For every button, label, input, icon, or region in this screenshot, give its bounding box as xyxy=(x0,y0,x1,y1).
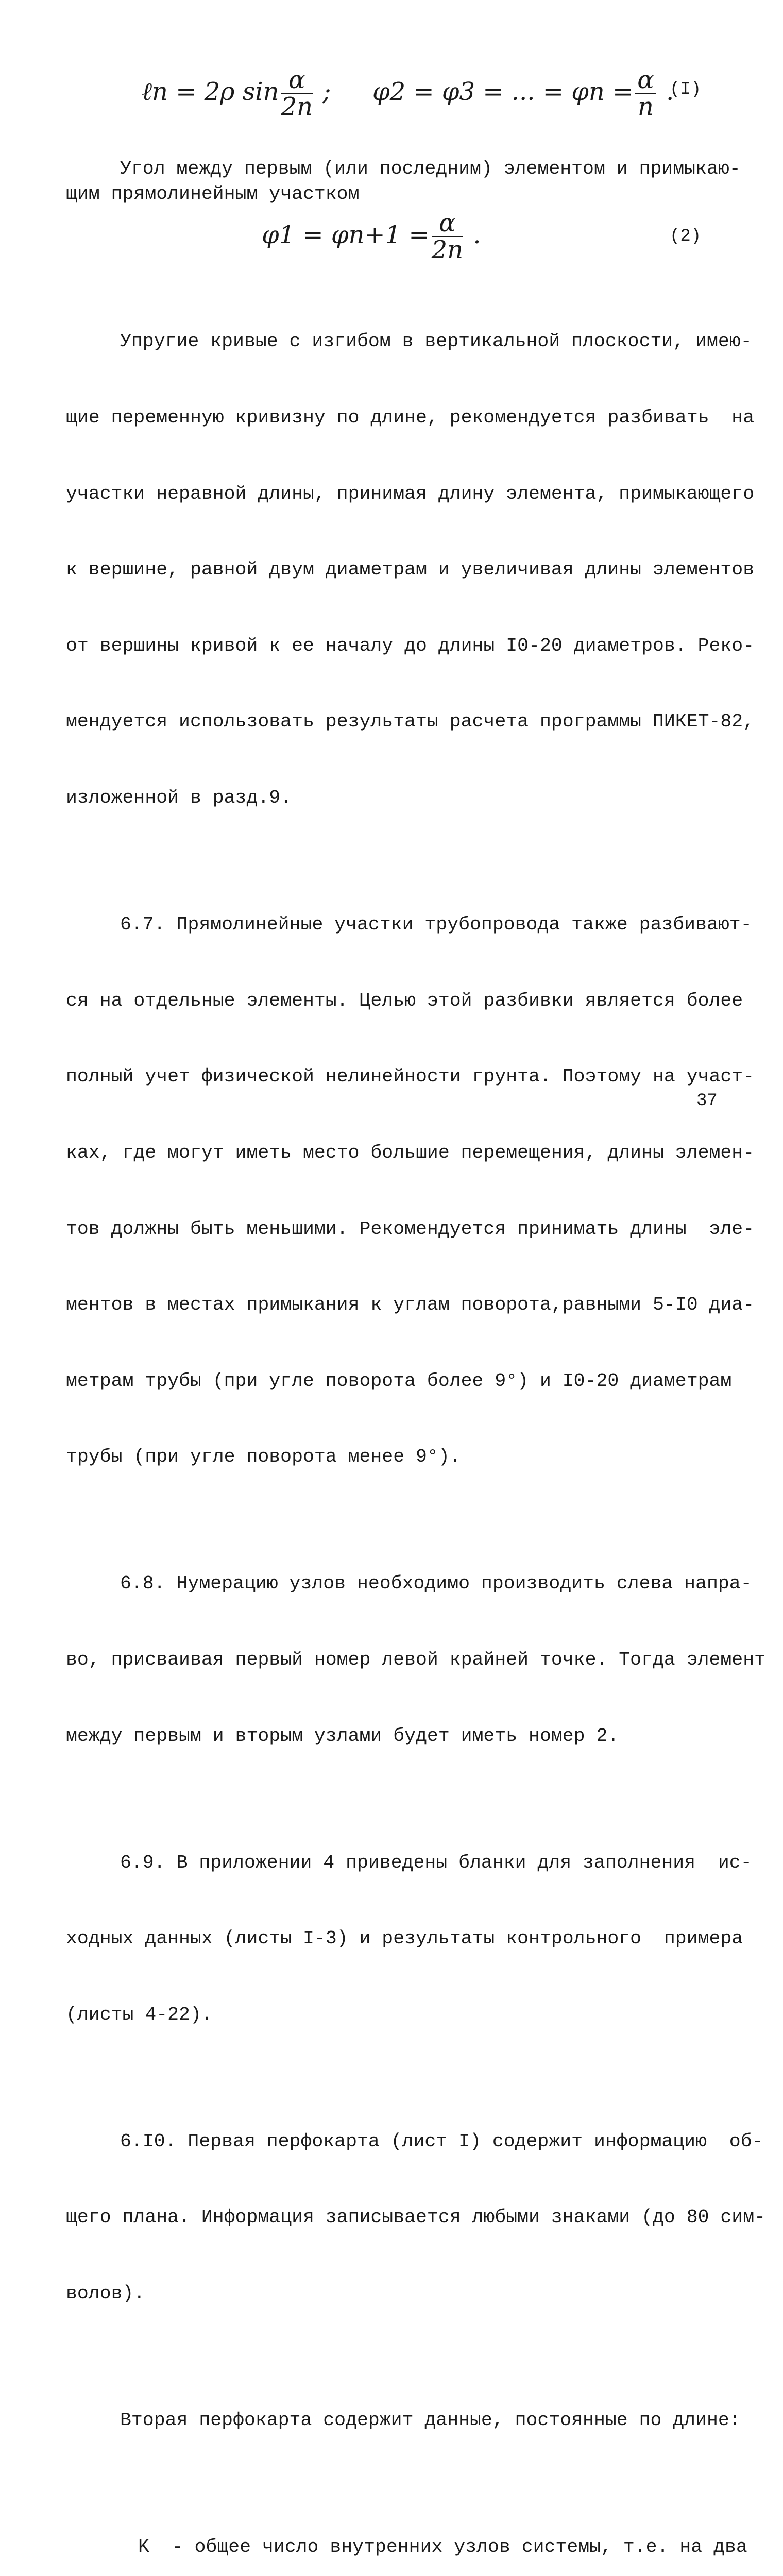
paragraph-second-punchcard: Вторая перфокарта содержит данные, постоянные по длине: xyxy=(120,2410,741,2431)
formula-1-phi-chain: φ2 = φ3 = ... = φn = xyxy=(372,77,634,106)
page-number: 37 xyxy=(696,1091,718,1111)
paragraph-6-8: 6.8. Нумерацию узлов необходимо производить слева напра- во, присваивая первый номер левой крайней точке. Тогда элемент между первым и вторым узлами будет иметь номер 2. xyxy=(66,1573,766,1747)
paragraph-elastic-curves: Упругие кривые с изгибом в вертикальной плоскости, имею- щие переменную кривизну по длине, рекомендуется разбивать на участки неравной длины, принимая длину элемента, примыкающего к вершине, равной двум диаметрам и увеличивая длины элементов от вершины кривой к ее началу до длины I0-20 диаметров. Реко- мендуется использовать результаты расчета программы ПИКЕТ-82, изложенной в разд.9. xyxy=(66,331,755,809)
intro-line: щим прямолинейным участком xyxy=(66,183,360,205)
formula-2-fraction: $\frac{\alpha}{2n}$ xyxy=(431,209,464,265)
paragraph-6-7: 6.7. Прямолинейные участки трубопровода также разбивают- ся на отдельные элементы. Целью этой разбивки является более полный учет физической нелинейности грунта. Поэтому на участ- ках, где могут иметь место большие перемещения, длины элемен- тов должны быть меньшими. Рекомендуется принимать длины эле- ментов в местах примыкания к углам поворота,равными 5-I0 диа- метрам трубы (при угле поворота более 9°) и I0-20 диаметрам трубы (при угле поворота менее 9°). xyxy=(66,914,755,1468)
intro-text xyxy=(66,156,741,207)
formula-1-fraction-1: $\frac{\alpha}{2n}$ xyxy=(281,65,313,122)
equation-number-1: (I) xyxy=(670,80,702,99)
formula-2-lhs: φ1 = φn+1 = xyxy=(262,220,430,249)
formula-1: ℓn = 2ρ sin $\frac{\alpha}{2n}$ ; φ2 = φ3 = ... = φn = $\frac{\alpha}{n}$ . xyxy=(142,65,674,122)
intro-line: Угол между первым (или последним) элементом и примыкаю- xyxy=(120,158,741,179)
body-text xyxy=(66,278,766,2576)
formula-1-fraction-2: $\frac{\alpha}{n}$ xyxy=(635,67,656,120)
paragraph-6-10: 6.I0. Первая перфокарта (лист I) содержит информацию об- щего плана. Информация записывается любыми знаками (до 80 сим- волов). xyxy=(66,2130,766,2304)
paragraph-k-definition: K - общее число внутренних узлов системы, т.е. на два xyxy=(138,2536,747,2558)
paragraph-6-9: 6.9. В приложении 4 приведены бланки для заполнения ис- ходных данных (листы I-3) и результаты контрольного примера (листы 4-22). xyxy=(66,1852,752,2025)
formula-2: φ1 = φn+1 = $\frac{\alpha}{2n}$ . xyxy=(262,209,481,265)
formula-1-lhs: ℓn = 2ρ sin xyxy=(142,77,279,106)
equation-number-2: (2) xyxy=(670,227,702,246)
